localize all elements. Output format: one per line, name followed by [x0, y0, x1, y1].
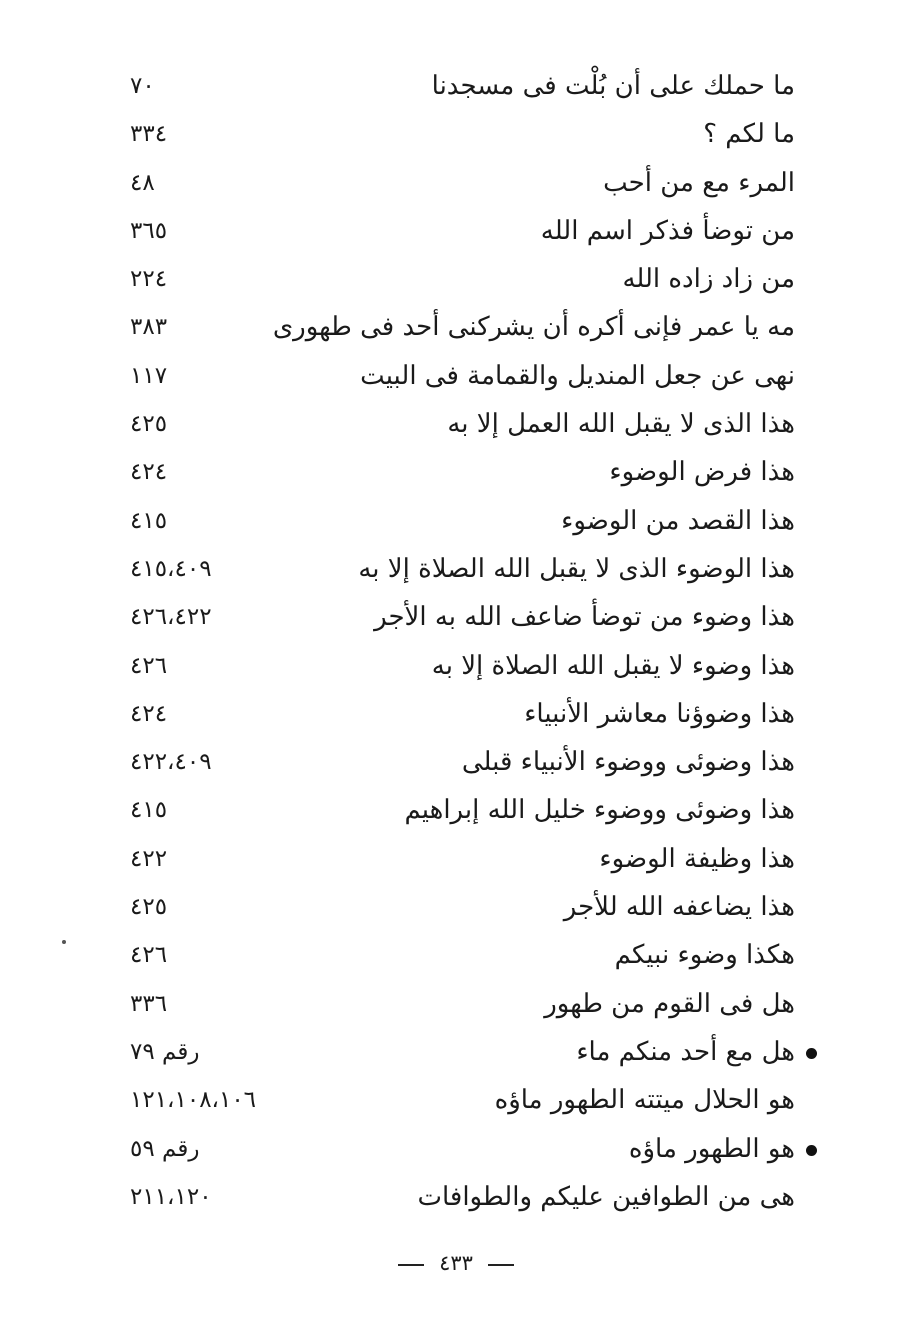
entry-page-refs: ٧٠: [130, 73, 155, 99]
page-number: ٤٣٣: [439, 1251, 473, 1275]
index-entry: [130, 400, 795, 448]
hadith-index-list: [130, 62, 795, 1221]
index-entry: [130, 62, 795, 110]
entry-page-refs: ٣٦٥: [130, 217, 168, 244]
index-entry: [130, 352, 795, 400]
entry-page-refs: ٤٨: [130, 169, 155, 196]
entry-phrase: هذا وضوؤنا معاشر الأنبياء: [524, 698, 795, 729]
index-entry: [130, 1173, 795, 1221]
index-entry: [130, 497, 795, 545]
bullet-icon: [806, 1145, 817, 1156]
entry-page-refs: رقم ٧٩: [130, 1038, 200, 1065]
entry-page-refs: ٤٢٤: [130, 700, 168, 727]
page-footer: [0, 1248, 912, 1278]
entry-page-refs: ٤١٥: [130, 797, 168, 824]
entry-page-refs: ٤٢٤: [130, 459, 168, 486]
entry-phrase: هل مع أحد منكم ماء: [576, 1036, 795, 1067]
index-entry: [130, 448, 795, 496]
entry-page-refs: ١٢١،١٠٨،١٠٦: [130, 1087, 257, 1114]
entry-page-refs: ٤٢٦،٤٢٢: [130, 604, 212, 631]
entry-phrase: هذا وضوئى ووضوء الأنبياء قبلى: [461, 747, 795, 778]
entry-page-refs: ٣٣٤: [130, 121, 168, 148]
entry-phrase: المرء مع من أحب: [603, 167, 795, 198]
scan-speck: [62, 940, 66, 944]
entry-page-refs: ٤٢٢،٤٠٩: [130, 749, 212, 776]
entry-page-refs: ٤٢٦: [130, 942, 168, 969]
entry-page-refs: ٤٢٦: [130, 652, 168, 679]
entry-page-refs: ٢١١،١٢٠: [130, 1183, 212, 1210]
index-entry: [130, 835, 795, 883]
entry-phrase: مه يا عمر فإنى أكره أن يشركنى أحد فى طهورى: [272, 312, 795, 343]
index-entry: [130, 303, 795, 351]
index-entry: [130, 1076, 795, 1124]
index-entry: [130, 786, 795, 834]
entry-phrase: من زاد زاده الله: [622, 264, 795, 295]
entry-phrase: هذا الذى لا يقبل الله العمل إلا به: [447, 409, 795, 440]
entry-phrase: هذا وضوء من توضأ ضاعف الله به الأجر: [374, 602, 795, 633]
entry-page-refs: ٣٣٦: [130, 990, 168, 1017]
index-entry: [130, 1125, 795, 1173]
index-entry: [130, 593, 795, 641]
entry-phrase: هذا يضاعفه الله للأجر: [563, 892, 795, 923]
entry-page-refs: ٢٢٤: [130, 266, 168, 293]
index-entry: [130, 931, 795, 979]
entry-page-refs: ٤٢٥: [130, 411, 168, 438]
index-entry: [130, 110, 795, 158]
footer-dash-left: [398, 1264, 424, 1266]
entry-phrase: ما حملك على أن بُلْت فى مسجدنا: [431, 71, 795, 101]
entry-page-refs: ٤١٥،٤٠٩: [130, 555, 212, 582]
entry-phrase: هذا فرض الوضوء: [609, 457, 795, 488]
index-entry: [130, 255, 795, 303]
entry-page-refs: ٤٢٥: [130, 894, 168, 921]
entry-phrase: هذا الوضوء الذى لا يقبل الله الصلاة إلا به: [358, 553, 795, 584]
index-entry: [130, 159, 795, 207]
bullet-icon: [806, 1048, 817, 1059]
index-entry: [130, 207, 795, 255]
index-entry: [130, 545, 795, 593]
entry-page-refs: ٤٢٢: [130, 845, 168, 872]
entry-page-refs: رقم ٥٩: [130, 1135, 200, 1162]
entry-page-refs: ٤١٥: [130, 507, 168, 534]
entry-phrase: نهى عن جعل المنديل والقمامة فى البيت: [360, 360, 795, 391]
entry-phrase: هذا وضوئى ووضوء خليل الله إبراهيم: [404, 795, 795, 826]
entry-page-refs: ١١٧: [130, 362, 168, 389]
index-entry: [130, 642, 795, 690]
entry-phrase: ما لكم ؟: [703, 119, 795, 150]
entry-phrase: هو الطهور ماؤه: [628, 1133, 795, 1164]
entry-phrase: من توضأ فذكر اسم الله: [540, 215, 795, 246]
entry-page-refs: ٣٨٣: [130, 314, 168, 341]
entry-phrase: هى من الطوافين عليكم والطوافات: [417, 1181, 795, 1212]
index-entry: [130, 883, 795, 931]
entry-phrase: هذا القصد من الوضوء: [561, 505, 795, 536]
index-entry: [130, 738, 795, 786]
entry-phrase: هذا وضوء لا يقبل الله الصلاة إلا به: [431, 650, 795, 681]
footer-dash-right: [488, 1264, 514, 1266]
entry-phrase: هو الحلال ميتته الطهور ماؤه: [494, 1085, 795, 1116]
index-entry: [130, 690, 795, 738]
index-entry: [130, 980, 795, 1028]
entry-phrase: هذا وظيفة الوضوء: [599, 843, 795, 874]
index-entry: [130, 1028, 795, 1076]
entry-phrase: هكذا وضوء نبيكم: [614, 940, 795, 971]
entry-phrase: هل فى القوم من طهور: [544, 988, 795, 1019]
